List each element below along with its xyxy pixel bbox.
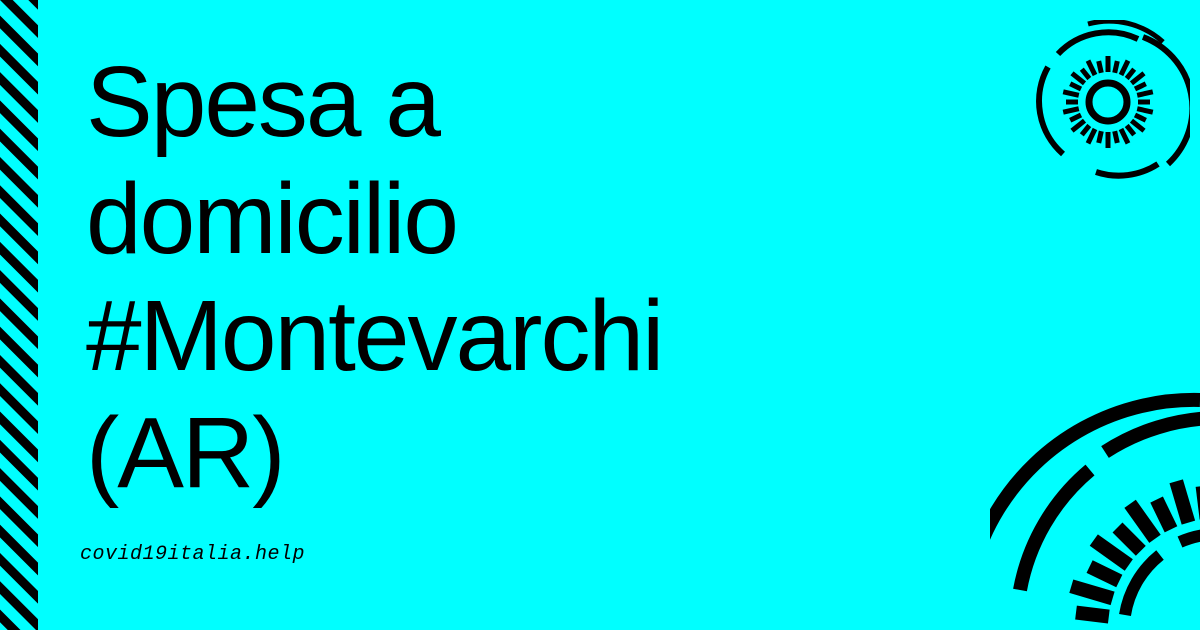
tick-mark	[1135, 115, 1146, 120]
tick-mark	[1099, 131, 1102, 143]
tick-mark	[1127, 69, 1135, 78]
tick-mark	[1094, 540, 1129, 565]
title-line-2: domicilio	[86, 163, 458, 275]
tick-mark	[1115, 61, 1118, 73]
site-url: covid19italia.help	[80, 543, 306, 566]
tick-mark	[1135, 84, 1146, 89]
tick-mark	[1115, 131, 1118, 143]
tick-mark	[1130, 504, 1155, 539]
tick-mark	[1157, 500, 1171, 530]
tick-mark	[1063, 109, 1079, 113]
concentric-circle-icon	[1030, 20, 1190, 185]
tick-mark	[1088, 129, 1095, 143]
tick-mark	[1070, 115, 1081, 120]
page-title	[86, 44, 662, 512]
tick-mark	[1132, 73, 1145, 83]
tick-mark	[1088, 61, 1095, 75]
tick-mark	[1071, 586, 1112, 598]
tick-mark	[1072, 121, 1085, 131]
tick-mark	[1099, 61, 1102, 73]
title-line-1: Spesa a	[86, 46, 439, 158]
tick-mark	[1132, 121, 1145, 131]
title-line-3: #Montevarchi	[86, 280, 663, 392]
tick-mark	[1070, 84, 1081, 89]
title-line-4: (AR)	[86, 397, 284, 509]
tick-mark	[1072, 73, 1085, 83]
tick-mark	[1118, 528, 1141, 551]
tick-mark	[1082, 69, 1090, 78]
tick-mark	[1076, 613, 1109, 617]
concentric-arc-icon	[990, 380, 1200, 630]
tick-mark	[1137, 109, 1153, 113]
tick-mark	[1137, 92, 1153, 96]
tick-mark	[1121, 129, 1128, 143]
tick-mark	[1127, 126, 1135, 135]
tick-mark	[1090, 567, 1120, 581]
tick-mark	[1063, 92, 1079, 96]
tick-mark	[1121, 61, 1128, 75]
tick-mark	[1176, 481, 1188, 522]
diagonal-stripes	[0, 0, 38, 630]
tick-mark	[1082, 126, 1090, 135]
